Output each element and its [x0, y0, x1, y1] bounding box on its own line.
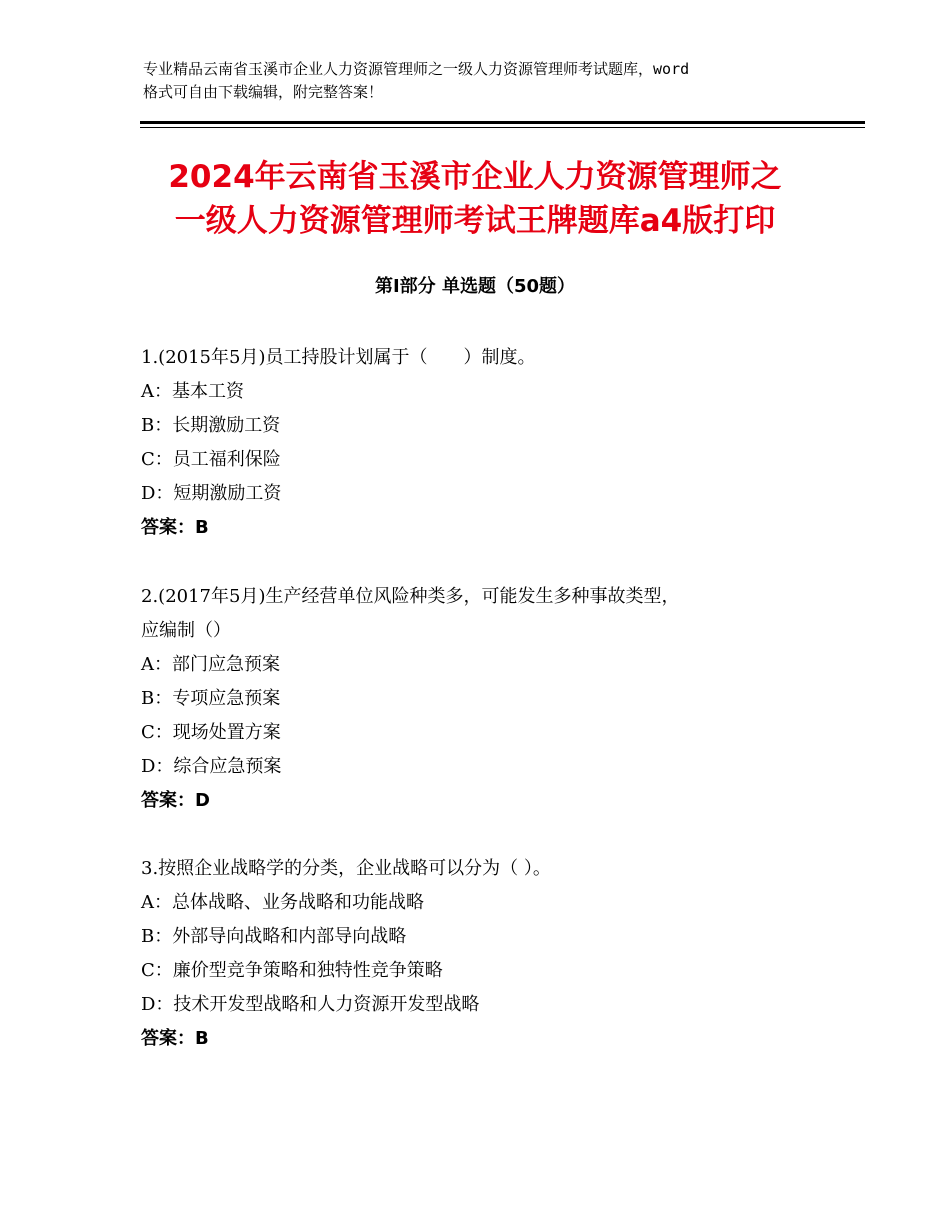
option-a: A：基本工资 — [141, 381, 244, 402]
answer-label: 答案：D — [141, 790, 210, 811]
question-stem: 2.(2017年5月)生产经营单位风险种类多，可能发生多种事故类型， — [141, 586, 680, 607]
option-b: B：专项应急预案 — [141, 688, 281, 709]
option-d: D：短期激励工资 — [141, 483, 282, 504]
option-a: A：总体战略、业务战略和功能战略 — [141, 892, 424, 913]
option-d: D：技术开发型战略和人力资源开发型战略 — [141, 994, 480, 1015]
header-divider-thin — [140, 127, 865, 128]
answer-label: 答案：B — [141, 1028, 209, 1049]
option-b: B：外部导向战略和内部导向战略 — [141, 926, 407, 947]
question-3 — [141, 852, 841, 1056]
answer-label: 答案：B — [141, 517, 209, 538]
header-note-line-2: 格式可自由下载编辑，附完整答案！ — [143, 83, 384, 101]
document-title — [100, 155, 850, 243]
question-stem-continued: 应编制（） — [141, 620, 231, 641]
question-stem: 3.按照企业战略学的分类，企业战略可以分为（ ）。 — [141, 858, 551, 879]
question-2 — [141, 580, 841, 818]
header-note-line-1: 专业精品云南省玉溪市企业人力资源管理师之一级人力资源管理师考试题库，word — [143, 60, 690, 78]
option-d: D：综合应急预案 — [141, 756, 282, 777]
option-b: B：长期激励工资 — [141, 415, 281, 436]
document-title-line-2: 一级人力资源管理师考试王牌题库a4版打印 — [174, 203, 776, 239]
header-note — [143, 58, 823, 104]
question-stem: 1.(2015年5月)员工持股计划属于（ ）制度。 — [141, 347, 536, 368]
option-a: A：部门应急预案 — [141, 654, 280, 675]
section-heading: 第Ⅰ部分 单选题（50题） — [374, 276, 575, 297]
option-c: C：廉价型竞争策略和独特性竞争策略 — [141, 960, 443, 981]
option-c: C：员工福利保险 — [141, 449, 281, 470]
option-c: C：现场处置方案 — [141, 722, 281, 743]
header-divider-thick — [140, 121, 865, 124]
document-title-line-1: 2024年云南省玉溪市企业人力资源管理师之 — [168, 159, 782, 195]
question-1 — [141, 341, 841, 545]
